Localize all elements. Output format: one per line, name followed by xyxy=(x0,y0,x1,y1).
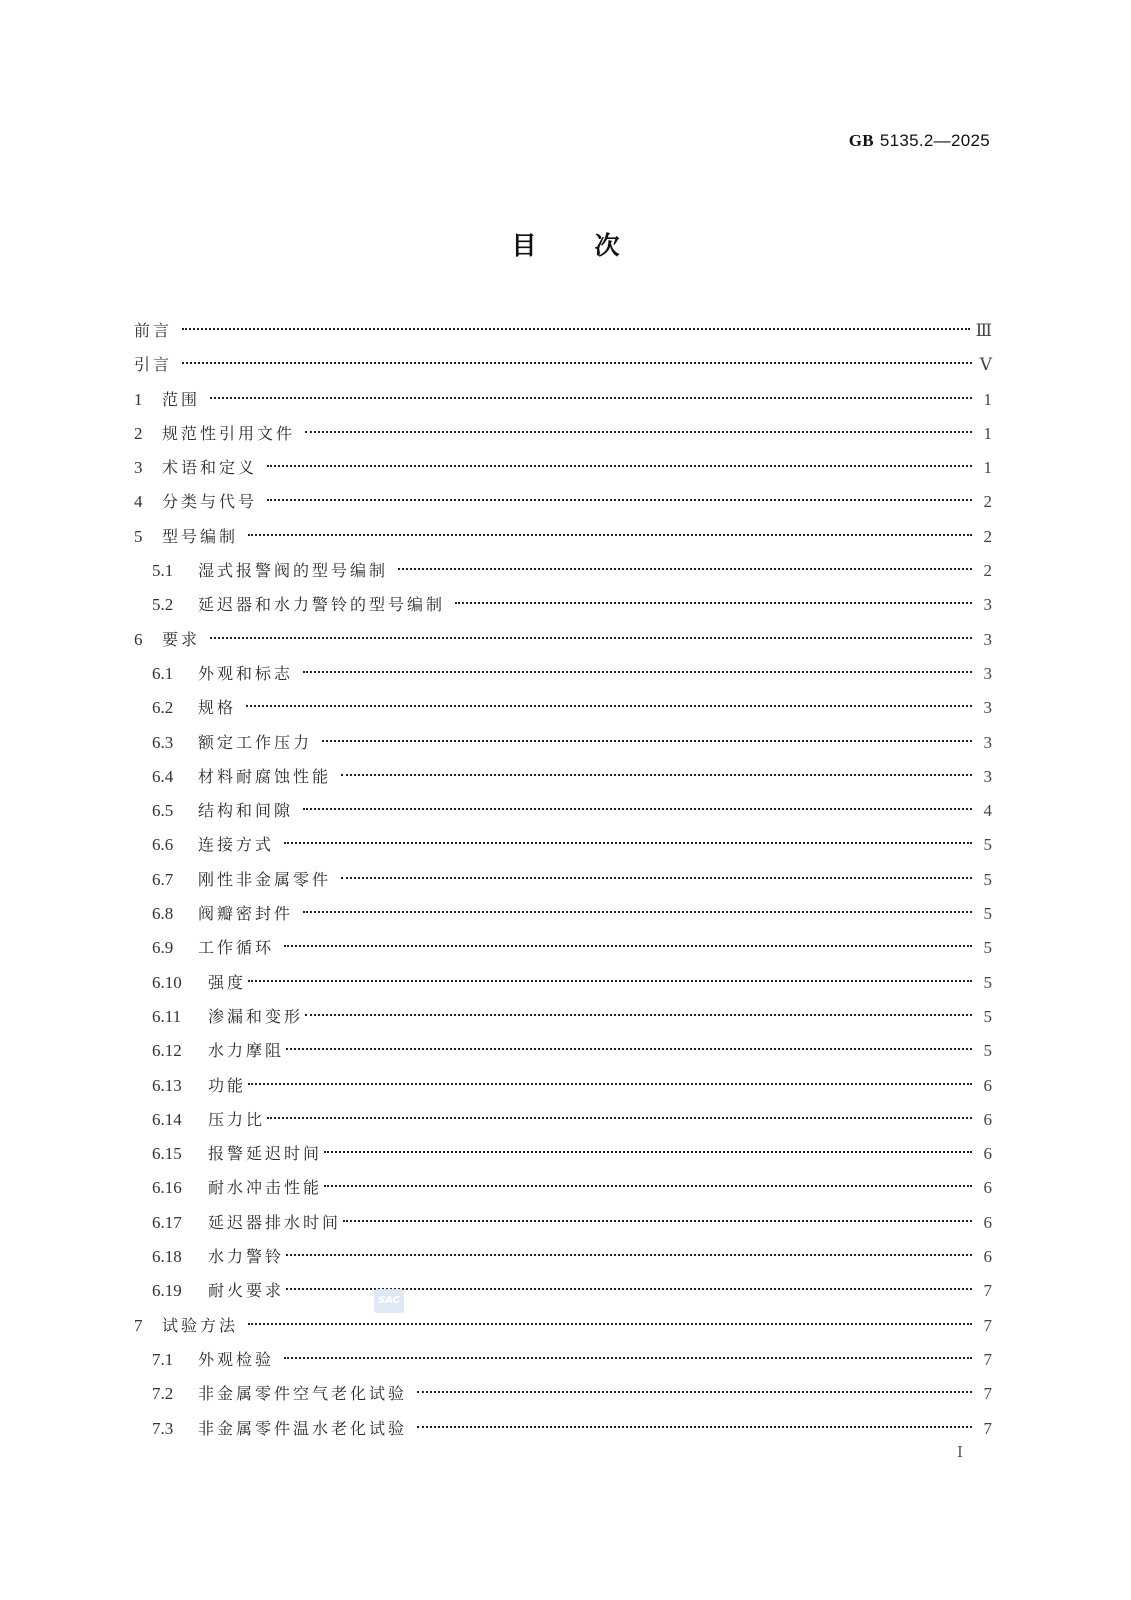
toc-entry-number: 1 xyxy=(134,389,143,409)
toc-entry-page: 6 xyxy=(983,1144,992,1164)
toc-entry-label: 工作循环 xyxy=(198,938,275,958)
toc-entry-number: 6.19 xyxy=(152,1281,182,1301)
toc-entry-number: 6.14 xyxy=(152,1109,182,1129)
toc-entry-page: 2 xyxy=(983,561,992,581)
toc-entry-number: 4 xyxy=(134,492,143,512)
toc-entry-label: 规范性引用文件 xyxy=(162,423,296,443)
toc-entry[interactable] xyxy=(134,1141,992,1175)
toc-entry-page: 2 xyxy=(983,526,992,546)
toc-entry[interactable] xyxy=(134,592,992,626)
dot-leader xyxy=(248,1322,972,1325)
toc-entry-label: 非金属零件温水老化试验 xyxy=(198,1418,408,1438)
dot-leader xyxy=(286,1047,972,1050)
dot-leader xyxy=(248,1082,972,1085)
dot-leader xyxy=(267,498,972,501)
dot-leader xyxy=(455,601,972,604)
standard-prefix: GB xyxy=(848,131,874,150)
toc-entry-label: 渗漏和变形 xyxy=(208,1006,304,1026)
toc-entry-number: 7.3 xyxy=(152,1418,174,1438)
footer-page-number: Ⅰ xyxy=(957,1445,963,1461)
dot-leader xyxy=(417,1425,972,1428)
toc-entry-number: 6.6 xyxy=(152,835,174,855)
toc-entry-number: 5.1 xyxy=(152,561,174,581)
toc-entry-page: 7 xyxy=(983,1349,992,1369)
toc-entry-label: 要求 xyxy=(162,629,201,649)
toc-entry-number: 6.2 xyxy=(152,698,174,718)
toc-entry-label: 材料耐腐蚀性能 xyxy=(198,766,332,786)
toc-entry-number: 6.10 xyxy=(152,972,182,992)
toc-entry[interactable] xyxy=(134,1073,992,1107)
toc-entry[interactable] xyxy=(134,1210,992,1244)
toc-title xyxy=(0,226,1131,262)
toc-entry[interactable] xyxy=(134,1038,992,1072)
toc-entry-number: 6.12 xyxy=(152,1041,182,1061)
toc-entry-label: 水力警铃 xyxy=(208,1247,285,1267)
dot-leader xyxy=(303,807,972,810)
dot-leader xyxy=(303,670,972,673)
toc-entry-number: 7.2 xyxy=(152,1384,174,1404)
toc-entry-page: 2 xyxy=(983,492,992,512)
toc-entry[interactable] xyxy=(134,524,992,558)
toc-entry-page: 6 xyxy=(983,1178,992,1198)
toc-entry-label: 功能 xyxy=(208,1075,247,1095)
toc-entry-page: 3 xyxy=(983,595,992,615)
toc-entry[interactable] xyxy=(134,352,992,386)
toc-entry-page: 5 xyxy=(983,1041,992,1061)
toc-entry-label: 外观和标志 xyxy=(198,663,294,683)
toc-entry[interactable] xyxy=(134,832,992,866)
toc-entry[interactable] xyxy=(134,1381,992,1415)
toc-entry-label: 延迟器和水力警铃的型号编制 xyxy=(198,595,446,615)
toc-entry-page: 5 xyxy=(983,869,992,889)
toc-entry-label: 分类与代号 xyxy=(162,492,258,512)
dot-leader xyxy=(286,1253,972,1256)
toc-entry[interactable] xyxy=(134,764,992,798)
toc-entry-number: 5.2 xyxy=(152,595,174,615)
dot-leader xyxy=(182,361,972,364)
toc-entry-label: 术语和定义 xyxy=(162,458,258,478)
toc-entry-page: 3 xyxy=(983,698,992,718)
toc-entry-number: 6.1 xyxy=(152,663,174,683)
toc-entry-number: 5 xyxy=(134,526,143,546)
toc-entry-page: 5 xyxy=(983,904,992,924)
toc-entry-label: 连接方式 xyxy=(198,835,275,855)
toc-entry-number: 6.7 xyxy=(152,869,174,889)
dot-leader xyxy=(284,944,972,947)
table-of-contents xyxy=(134,318,992,1450)
toc-entry-label: 非金属零件空气老化试验 xyxy=(198,1384,408,1404)
toc-entry[interactable] xyxy=(134,901,992,935)
dot-leader xyxy=(182,327,970,330)
toc-entry[interactable] xyxy=(134,627,992,661)
toc-entry-number: 7.1 xyxy=(152,1349,174,1369)
toc-entry-label: 额定工作压力 xyxy=(198,732,313,752)
toc-entry[interactable] xyxy=(134,970,992,1004)
toc-entry-number: 6.16 xyxy=(152,1178,182,1198)
toc-entry-label: 耐水冲击性能 xyxy=(208,1178,323,1198)
toc-entry-label: 湿式报警阀的型号编制 xyxy=(198,561,389,581)
toc-entry[interactable] xyxy=(134,1313,992,1347)
toc-entry-page: Ⅴ xyxy=(979,355,992,375)
standard-code xyxy=(849,131,990,151)
dot-leader xyxy=(324,1150,972,1153)
toc-entry-page: 3 xyxy=(983,732,992,752)
toc-entry[interactable] xyxy=(134,421,992,455)
toc-entry-page: 7 xyxy=(983,1418,992,1438)
dot-leader xyxy=(324,1184,972,1187)
toc-entry-page: 3 xyxy=(983,663,992,683)
toc-entry-page: 7 xyxy=(983,1315,992,1335)
toc-entry-number: 6.11 xyxy=(152,1006,182,1026)
dot-leader xyxy=(341,773,972,776)
toc-entry[interactable] xyxy=(134,1244,992,1278)
toc-entry-page: 4 xyxy=(983,801,992,821)
toc-entry[interactable] xyxy=(134,1278,992,1312)
toc-entry[interactable] xyxy=(134,489,992,523)
toc-entry[interactable] xyxy=(134,1416,992,1450)
toc-entry-label: 阀瓣密封件 xyxy=(198,904,294,924)
toc-entry-number: 3 xyxy=(134,458,143,478)
dot-leader xyxy=(417,1390,972,1393)
toc-entry-number: 6.18 xyxy=(152,1247,182,1267)
toc-title-char-2: 次 xyxy=(594,231,620,260)
toc-entry-label: 压力比 xyxy=(208,1109,266,1129)
toc-entry-page: 5 xyxy=(983,835,992,855)
toc-entry[interactable] xyxy=(134,1175,992,1209)
dot-leader xyxy=(267,1116,972,1119)
dot-leader xyxy=(305,1013,972,1016)
toc-entry-number: 6.13 xyxy=(152,1075,182,1095)
toc-entry-label: 外观检验 xyxy=(198,1349,275,1369)
toc-entry-page: 3 xyxy=(983,766,992,786)
toc-entry[interactable] xyxy=(134,798,992,832)
toc-entry-page: 6 xyxy=(983,1247,992,1267)
toc-entry-label: 刚性非金属零件 xyxy=(198,869,332,889)
toc-entry-number: 6 xyxy=(134,629,143,649)
toc-entry[interactable] xyxy=(134,661,992,695)
toc-entry-page: 5 xyxy=(983,1006,992,1026)
toc-entry-number: 2 xyxy=(134,423,143,443)
toc-entry-number: 6.17 xyxy=(152,1212,182,1232)
dot-leader xyxy=(322,739,972,742)
toc-entry-page: 3 xyxy=(983,629,992,649)
toc-entry-label: 前言 xyxy=(134,321,173,340)
toc-entry-label: 型号编制 xyxy=(162,526,239,546)
toc-entry-label: 强度 xyxy=(208,972,247,992)
toc-entry[interactable] xyxy=(134,730,992,764)
toc-entry[interactable] xyxy=(134,318,992,352)
toc-entry-page: 1 xyxy=(983,423,992,443)
toc-entry[interactable] xyxy=(134,1347,992,1381)
toc-entry-number: 6.4 xyxy=(152,766,174,786)
toc-entry-label: 试验方法 xyxy=(162,1315,239,1335)
toc-entry-label: 耐火要求 xyxy=(208,1281,285,1301)
toc-entry-page: 6 xyxy=(983,1212,992,1232)
toc-entry-page: 5 xyxy=(983,938,992,958)
dot-leader xyxy=(210,636,972,639)
toc-entry-page: 7 xyxy=(983,1281,992,1301)
toc-entry-number: 6.15 xyxy=(152,1144,182,1164)
dot-leader xyxy=(246,704,972,707)
dot-leader xyxy=(248,979,972,982)
toc-entry-label: 结构和间隙 xyxy=(198,801,294,821)
dot-leader xyxy=(303,910,972,913)
toc-entry[interactable] xyxy=(134,558,992,592)
toc-entry-label: 规格 xyxy=(198,698,237,718)
toc-entry[interactable] xyxy=(134,695,992,729)
dot-leader xyxy=(267,464,972,467)
toc-entry[interactable] xyxy=(134,387,992,421)
dot-leader xyxy=(248,533,972,536)
dot-leader xyxy=(210,396,972,399)
toc-entry-page: 6 xyxy=(983,1075,992,1095)
toc-entry[interactable] xyxy=(134,935,992,969)
sac-watermark-logo: SAC xyxy=(374,1289,404,1313)
toc-entry-label: 报警延迟时间 xyxy=(208,1144,323,1164)
toc-entry-page: 5 xyxy=(983,972,992,992)
toc-entry-page: 7 xyxy=(983,1384,992,1404)
toc-entry-label: 水力摩阻 xyxy=(208,1041,285,1061)
toc-entry-page: 6 xyxy=(983,1109,992,1129)
standard-number: 5135.2—2025 xyxy=(879,131,990,150)
toc-entry[interactable] xyxy=(134,455,992,489)
dot-leader xyxy=(284,841,972,844)
toc-entry-number: 7 xyxy=(134,1315,143,1335)
toc-entry-number: 6.5 xyxy=(152,801,174,821)
toc-entry-page: Ⅲ xyxy=(975,321,992,340)
toc-entry[interactable] xyxy=(134,867,992,901)
dot-leader xyxy=(398,567,972,570)
toc-entry-label: 范围 xyxy=(162,389,201,409)
toc-entry-number: 6.8 xyxy=(152,904,174,924)
toc-entry-label: 引言 xyxy=(134,355,173,375)
toc-entry[interactable] xyxy=(134,1004,992,1038)
toc-entry-number: 6.9 xyxy=(152,938,174,958)
toc-entry-page: 1 xyxy=(983,458,992,478)
dot-leader xyxy=(343,1219,972,1222)
toc-title-char-1: 目 xyxy=(511,231,537,260)
dot-leader xyxy=(305,430,972,433)
toc-entry-label: 延迟器排水时间 xyxy=(208,1212,342,1232)
toc-entry-page: 1 xyxy=(983,389,992,409)
dot-leader xyxy=(341,876,972,879)
toc-entry[interactable] xyxy=(134,1107,992,1141)
dot-leader xyxy=(284,1356,972,1359)
toc-entry-number: 6.3 xyxy=(152,732,174,752)
